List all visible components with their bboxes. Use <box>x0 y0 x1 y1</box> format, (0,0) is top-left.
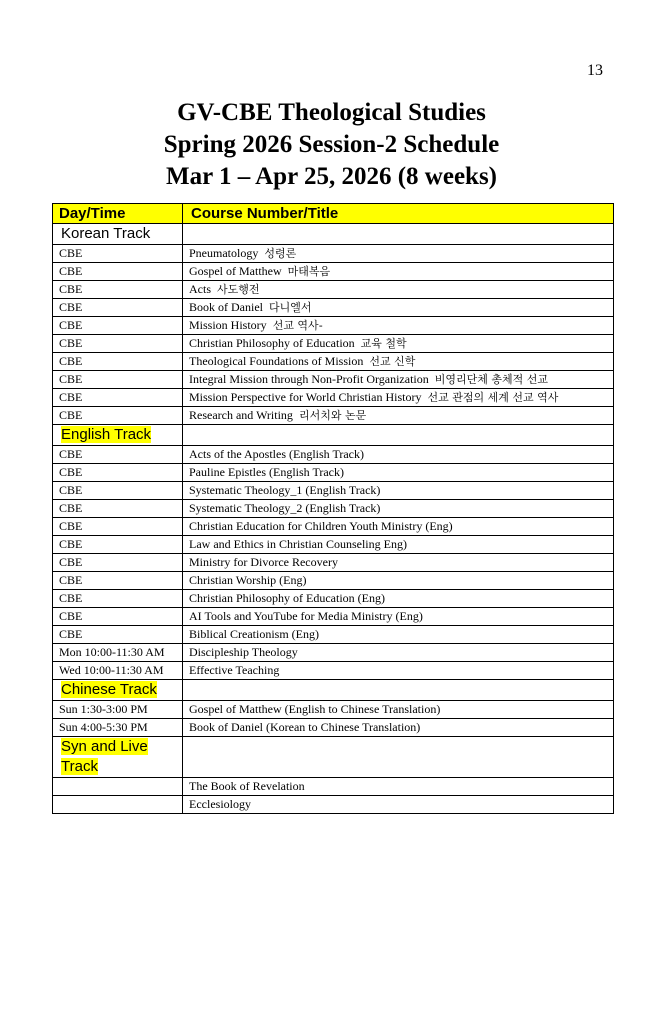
row-course: Acts of the Apostles (English Track) <box>183 446 614 464</box>
row-course <box>183 371 614 389</box>
table-row <box>53 464 614 482</box>
table-row <box>53 335 614 353</box>
table-row <box>53 317 614 335</box>
row-day: CBE <box>53 626 183 644</box>
korean-track-header <box>53 224 614 245</box>
table-row <box>53 796 614 814</box>
row-day: Mon 10:00-11:30 AM <box>53 644 183 662</box>
row-course <box>183 281 614 299</box>
row-course: Systematic Theology_1 (English Track) <box>183 482 614 500</box>
course-ko: 선교 관점의 세계 선교 역사 <box>427 391 559 404</box>
row-course: Law and Ethics in Christian Counseling Eng) <box>183 536 614 554</box>
row-course <box>183 245 614 263</box>
table-row <box>53 389 614 407</box>
course-en: Pneumatology <box>189 246 259 260</box>
schedule-table <box>52 203 614 814</box>
course-ko: 선교 신학 <box>369 355 416 368</box>
row-course <box>183 299 614 317</box>
course-ko: 성령론 <box>264 247 297 260</box>
english-track-header <box>53 425 614 446</box>
row-day: CBE <box>53 482 183 500</box>
row-course <box>183 335 614 353</box>
table-row <box>53 572 614 590</box>
row-day: CBE <box>53 446 183 464</box>
course-en: Integral Mission through Non-Profit Organization <box>189 372 429 386</box>
row-day: CBE <box>53 263 183 281</box>
row-course: The Book of Revelation <box>183 778 614 796</box>
row-day: CBE <box>53 353 183 371</box>
row-day: CBE <box>53 389 183 407</box>
track-label-text: Chinese Track <box>61 681 157 698</box>
track-label: Korean Track <box>53 224 183 245</box>
row-day: CBE <box>53 245 183 263</box>
row-course: Christian Worship (Eng) <box>183 572 614 590</box>
syn-live-track-header <box>53 737 614 778</box>
row-day: CBE <box>53 407 183 425</box>
table-row <box>53 482 614 500</box>
title-line-1: GV-CBE Theological Studies <box>177 99 486 126</box>
table-row <box>53 518 614 536</box>
table-row <box>53 778 614 796</box>
row-day: CBE <box>53 317 183 335</box>
row-course <box>183 317 614 335</box>
row-course: Biblical Creationism (Eng) <box>183 626 614 644</box>
course-ko: 비영리단체 총체적 선교 <box>434 373 549 386</box>
table-row <box>53 446 614 464</box>
course-ko: 리서치와 논문 <box>298 409 367 422</box>
row-day: CBE <box>53 500 183 518</box>
table-row <box>53 371 614 389</box>
chinese-track-header <box>53 680 614 701</box>
row-day: CBE <box>53 281 183 299</box>
table-row <box>53 536 614 554</box>
header-course: Course Number/Title <box>183 204 614 224</box>
row-course: Pauline Epistles (English Track) <box>183 464 614 482</box>
table-row <box>53 299 614 317</box>
table-row <box>53 626 614 644</box>
row-day: CBE <box>53 590 183 608</box>
row-course: Effective Teaching <box>183 662 614 680</box>
row-course: Systematic Theology_2 (English Track) <box>183 500 614 518</box>
page-number: 13 <box>587 62 603 79</box>
header-day-time: Day/Time <box>53 204 183 224</box>
track-label-text: Syn and Live Track <box>61 738 148 775</box>
course-en: Acts <box>189 282 211 296</box>
row-day: CBE <box>53 299 183 317</box>
table-row <box>53 701 614 719</box>
table-row <box>53 719 614 737</box>
table-row <box>53 554 614 572</box>
row-course <box>183 353 614 371</box>
table-row <box>53 245 614 263</box>
title-line-3: Mar 1 – Apr 25, 2026 (8 weeks) <box>166 163 497 190</box>
row-day: CBE <box>53 608 183 626</box>
row-course <box>183 407 614 425</box>
table-row <box>53 500 614 518</box>
row-day: Wed 10:00-11:30 AM <box>53 662 183 680</box>
row-course: Discipleship Theology <box>183 644 614 662</box>
row-course <box>183 389 614 407</box>
table-row <box>53 662 614 680</box>
course-en: Mission Perspective for World Christian History <box>189 390 422 404</box>
table-row <box>53 353 614 371</box>
row-day <box>53 778 183 796</box>
table-row <box>53 608 614 626</box>
course-en: Book of Daniel <box>189 300 263 314</box>
course-ko: 선교 역사- <box>272 319 323 332</box>
row-day: CBE <box>53 371 183 389</box>
row-course <box>183 263 614 281</box>
row-course: Book of Daniel (Korean to Chinese Translation) <box>183 719 614 737</box>
track-label <box>53 425 183 446</box>
row-course: Ministry for Divorce Recovery <box>183 554 614 572</box>
course-en: Theological Foundations of Mission <box>189 354 364 368</box>
course-ko: 마태복음 <box>287 265 331 278</box>
row-day: Sun 1:30-3:00 PM <box>53 701 183 719</box>
course-ko: 교육 철학 <box>360 337 407 350</box>
course-en: Research and Writing <box>189 408 293 422</box>
document-title <box>0 97 663 193</box>
title-line-2: Spring 2026 Session-2 Schedule <box>163 131 500 158</box>
row-day: CBE <box>53 518 183 536</box>
track-label <box>53 737 183 778</box>
row-course: Gospel of Matthew (English to Chinese Translation) <box>183 701 614 719</box>
row-day: CBE <box>53 335 183 353</box>
row-day: CBE <box>53 536 183 554</box>
row-course: Ecclesiology <box>183 796 614 814</box>
track-label-text: English Track <box>61 426 152 443</box>
course-en: Christian Philosophy of Education <box>189 336 355 350</box>
row-day: Sun 4:00-5:30 PM <box>53 719 183 737</box>
table-header-row <box>53 204 614 224</box>
row-course: Christian Philosophy of Education (Eng) <box>183 590 614 608</box>
course-ko: 다니엘서 <box>269 301 312 314</box>
course-en: Gospel of Matthew <box>189 264 282 278</box>
course-en: Mission History <box>189 318 267 332</box>
table-row <box>53 590 614 608</box>
track-label <box>53 680 183 701</box>
table-row <box>53 281 614 299</box>
row-day <box>53 796 183 814</box>
table-row <box>53 263 614 281</box>
table-row <box>53 407 614 425</box>
row-day: CBE <box>53 464 183 482</box>
row-day: CBE <box>53 554 183 572</box>
course-ko: 사도행전 <box>217 283 260 296</box>
row-day: CBE <box>53 572 183 590</box>
table-row <box>53 644 614 662</box>
row-course: Christian Education for Children Youth Ministry (Eng) <box>183 518 614 536</box>
row-course: AI Tools and YouTube for Media Ministry (Eng) <box>183 608 614 626</box>
